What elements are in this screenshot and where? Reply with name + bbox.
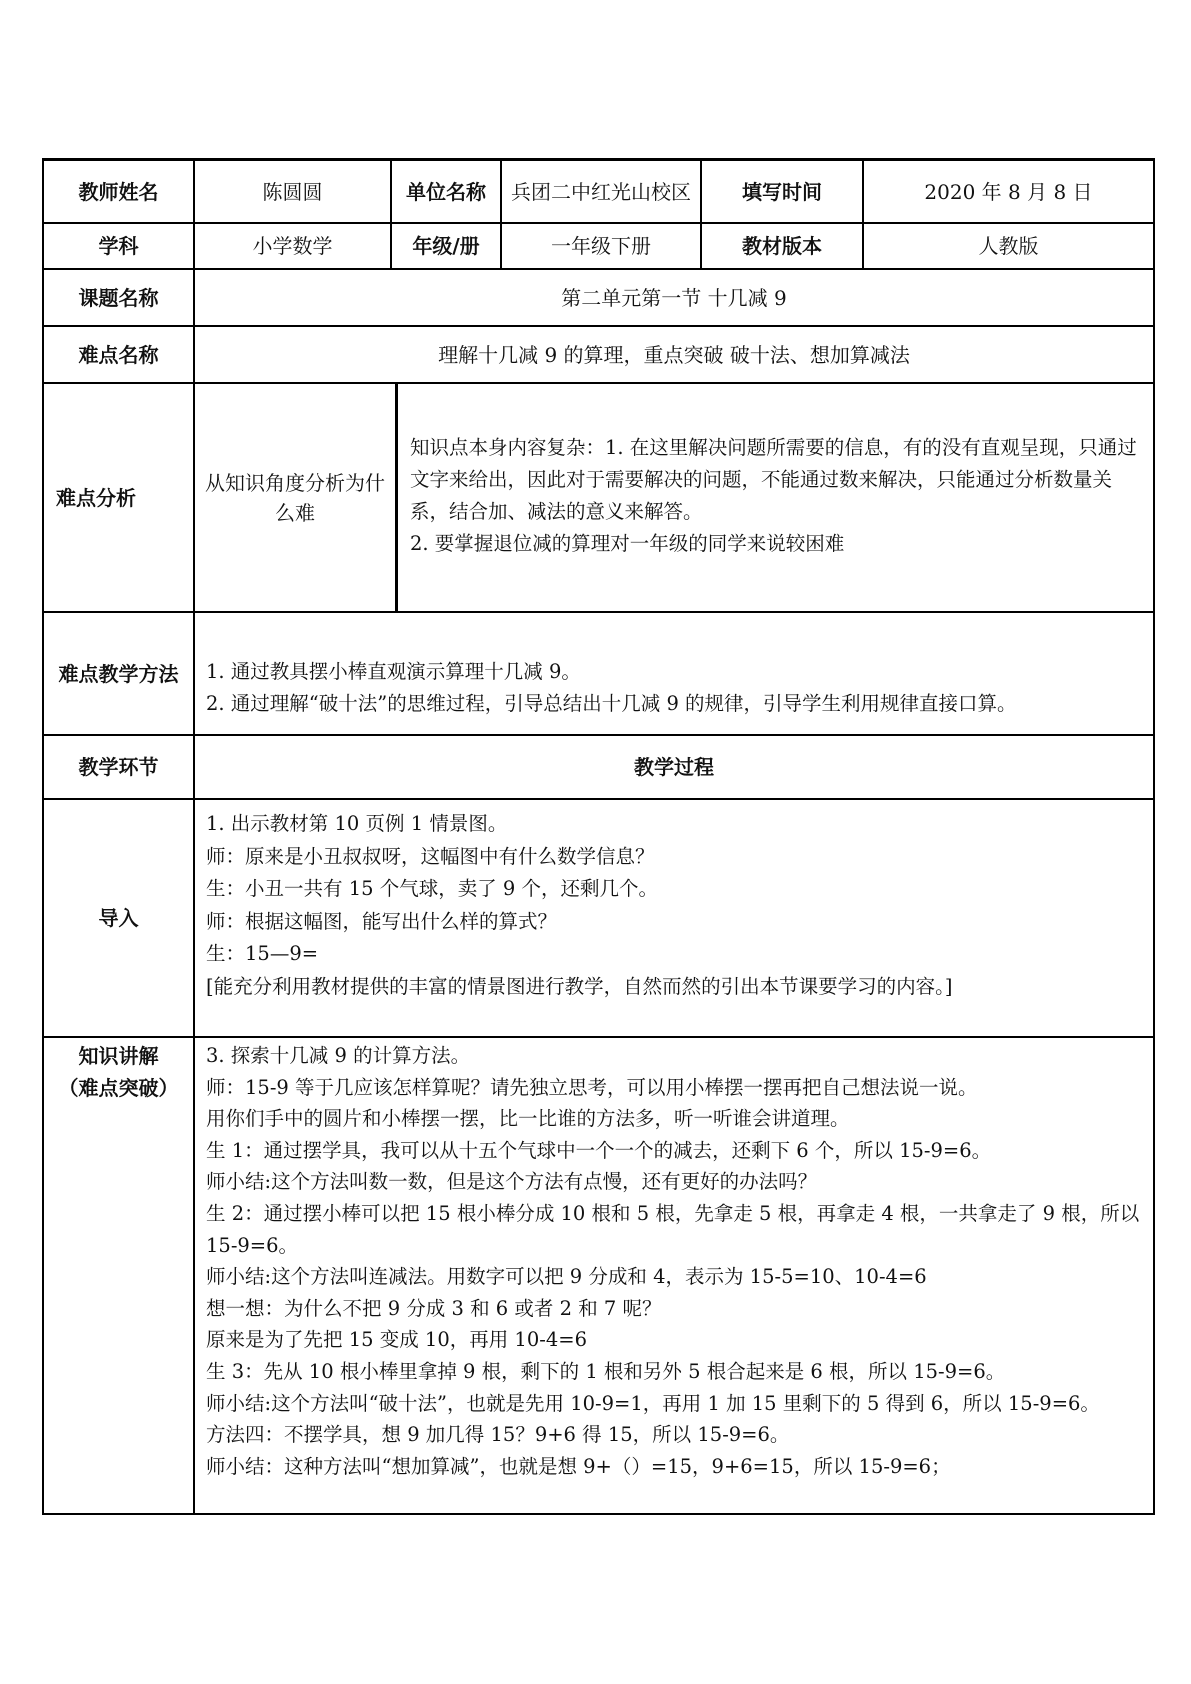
grade-label: 年级/册 <box>412 234 480 258</box>
method-line: 1. 通过教具摆小棒直观演示算理十几减 9。 <box>206 660 581 683</box>
intro-line: 师：根据这幅图，能写出什么样的算式？ <box>206 909 558 933</box>
lecture-label <box>44 1040 193 1106</box>
table-rule <box>42 1036 1155 1038</box>
intro-line: 师：原来是小丑叔叔呀，这幅图中有什么数学信息？ <box>206 844 655 868</box>
teaching-process-label: 教学过程 <box>634 755 714 779</box>
lecture-line: 师：15-9 等于几应该怎样算呢？请先独立思考，可以用小棒摆一摆再把自己想法说一说。 <box>206 1075 978 1099</box>
teaching-stage-label: 教学环节 <box>78 755 159 779</box>
intro-label: 导入 <box>98 906 139 930</box>
lecture-text <box>196 1040 1153 1482</box>
analysis-label: 难点分析 <box>56 485 136 510</box>
method-label: 难点教学方法 <box>58 661 179 686</box>
analysis-line: 2. 要掌握退位减的算理对一年级的同学来说较困难 <box>410 532 845 555</box>
lecture-line: 3. 探索十几减 9 的计算方法。 <box>206 1044 471 1067</box>
edition-label: 教材版本 <box>742 234 822 258</box>
intro-line: [能充分利用教材提供的丰富的情景图进行教学，自然而然的引出本节课要学习的内容。] <box>206 974 953 998</box>
table-border-bottom <box>42 1513 1155 1515</box>
lecture-line: 方法四：不摆学具，想 9 加几得 15？9+6 得 15，所以 15-9=6。 <box>206 1423 790 1447</box>
difficulty-value: 理解十几减 9 的算理，重点突破 破十法、想加算减法 <box>438 342 910 367</box>
lecture-line: 想一想：为什么不把 9 分成 3 和 6 或者 2 和 7 呢？ <box>206 1296 662 1320</box>
teacher-name-label: 教师姓名 <box>78 179 159 204</box>
table-col-divider <box>395 382 398 611</box>
difficulty-label: 难点名称 <box>78 342 159 367</box>
intro-line: 生：小丑一共有 15 个气球，卖了 9 个，还剩几个。 <box>206 877 659 900</box>
lecture-label-line2: （难点突破） <box>58 1076 179 1100</box>
table-border-right <box>1153 158 1155 1515</box>
lecture-line: 师小结:这个方法叫连减法。用数字可以把 9 分成和 4，表示为 15-5=10、10-4=6 <box>206 1265 927 1289</box>
subject-label: 学科 <box>98 234 139 258</box>
fill-date-value: 2020 年 8 月 8 日 <box>924 179 1093 204</box>
lecture-line: 用你们手中的圆片和小棒摆一摆，比一比谁的方法多，听一听谁会讲道理。 <box>206 1107 850 1131</box>
teacher-name-value: 陈圆圆 <box>262 179 323 204</box>
unit-name-label: 单位名称 <box>406 179 486 204</box>
analysis-line: 知识点本身内容复杂：1. 在这里解决问题所需要的信息，有的没有直观呈现，只通过文字来给出，因此对于需要解决的问题，不能通过数来解决，只能通过分析数量关系，结合加、减法的意义来解答。 <box>410 436 1137 523</box>
subject-value: 小学数学 <box>252 234 333 258</box>
lecture-line: 师小结：这种方法叫“想加算减”，也就是想 9+（）=15，9+6=15，所以 15-9=6； <box>206 1454 951 1478</box>
topic-label: 课题名称 <box>78 285 159 310</box>
lecture-line: 生 3：先从 10 根小棒里拿掉 9 根，剩下的 1 根和另外 5 根合起来是 6 根，所以 15-9=6。 <box>206 1359 1006 1383</box>
lecture-line: 生 2：通过摆小棒可以把 15 根小棒分成 10 根和 5 根，先拿走 5 根，再拿走 4 根，一共拿走了 9 根，所以 15-9=6。 <box>206 1201 1146 1257</box>
lecture-line: 师小结:这个方法叫数一数，但是这个方法有点慢，还有更好的办法吗？ <box>206 1170 818 1194</box>
analysis-sub-label: 从知识角度分析为什么难 <box>205 470 385 525</box>
unit-name-value: 兵团二中红光山校区 <box>511 179 691 204</box>
analysis-text <box>400 432 1153 560</box>
lecture-line: 生 1：通过摆学具，我可以从十五个气球中一个一个的减去，还剩下 6 个，所以 15-9=6。 <box>206 1138 992 1162</box>
lecture-line: 原来是为了先把 15 变成 10，再用 10-4=6 <box>206 1328 587 1352</box>
table-rule <box>42 611 1155 613</box>
topic-value: 第二单元第一节 十几减 9 <box>561 285 787 310</box>
intro-line: 1. 出示教材第 10 页例 1 情景图。 <box>206 812 508 835</box>
fill-date-label: 填写时间 <box>742 179 822 204</box>
table-rule <box>42 798 1155 800</box>
lecture-line: 师小结:这个方法叫“破十法”，也就是先用 10-9=1，再用 1 加 15 里剩下的 5 得到 6，所以 15-9=6。 <box>206 1391 1100 1415</box>
method-line: 2. 通过理解“破十法”的思维过程，引导总结出十几减 9 的规律，引导学生利用规律直接口算。 <box>206 692 1017 715</box>
edition-value: 人教版 <box>978 234 1039 258</box>
method-text <box>196 656 1153 720</box>
intro-line: 生：15—9= <box>206 942 319 965</box>
intro-text <box>196 808 1153 1003</box>
lecture-label-line1: 知识讲解 <box>78 1044 159 1068</box>
grade-value: 一年级下册 <box>551 234 651 258</box>
